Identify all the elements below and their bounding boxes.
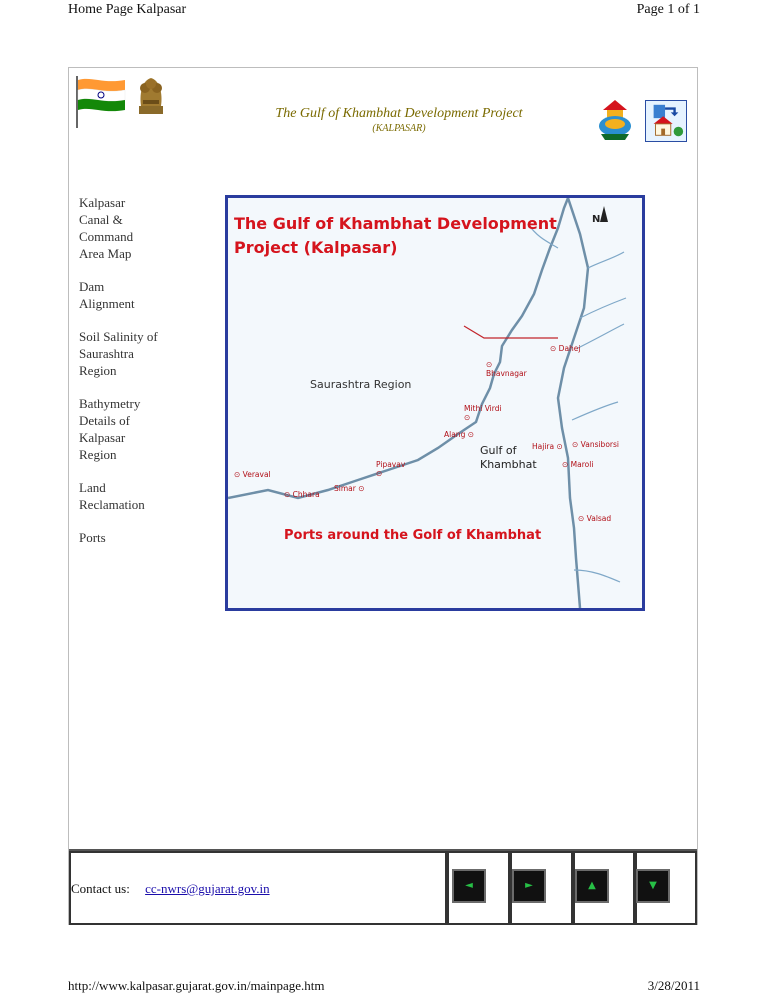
arrow-down-icon: ▼ [649,880,657,891]
port-marker-dahej: ⊙ Dahej [550,344,581,353]
port-marker-veraval: ⊙ Veraval [234,470,271,479]
region-label: Saurashtra Region [310,378,412,391]
print-footer [68,978,700,996]
arrow-right-icon: ► [525,880,533,891]
print-date: 3/28/2011 [647,978,700,993]
project-header [229,106,569,134]
contact-label: Contact us: [71,881,130,896]
print-page-url: http://www.kalpasar.gujarat.gov.in/mainpage.htm [68,978,325,993]
contact-info [71,881,270,897]
gulf-label [480,444,537,472]
footer-bar [69,849,697,925]
sidebar-item-soil-salinity[interactable]: Soil Salinity of Saurashtra Region [79,329,158,378]
print-page-title: Home Page Kalpasar [68,2,187,17]
arrow-left-icon: ◄ [465,880,473,891]
map-caption: Ports around the Golf of Khambhat [284,528,542,543]
port-marker-pipavav: Pipavav ⊙ [376,460,406,478]
next-page-button[interactable] [512,869,546,903]
port-marker-alang: Alang ⊙ [444,430,474,439]
previous-page-button[interactable] [452,869,486,903]
project-subtitle: (KALPASAR) [372,123,426,134]
ports-map [225,195,645,611]
banner [69,68,697,178]
map-title-line-1: The Gulf of Khambhat Development [234,214,557,233]
project-title: The Gulf of Khambhat Development Project [275,106,523,121]
india-flag-icon [73,74,129,129]
map-title [234,212,624,260]
scroll-up-button[interactable] [575,869,609,903]
port-marker-bhavnagar: ⊙ Bhavnagar [486,360,527,378]
national-emblem-icon [131,72,171,120]
print-header [68,2,700,20]
port-marker-mithi-virdi: Mithi Virdi ⊙ [464,404,502,422]
port-marker-simar: Simar ⊙ [334,484,365,493]
kalpasar-logo-icon [595,98,635,142]
sidebar-item-ports[interactable]: Ports [79,530,106,545]
home-icon[interactable] [645,100,687,142]
sidebar-item-bathymetry-details[interactable]: Bathymetry Details of Kalpasar Region [79,396,141,462]
sidebar-nav [79,194,189,562]
arrow-up-icon: ▲ [588,880,596,891]
gulf-label-line-2: Khambhat [480,458,537,471]
port-marker-chhara: ⊙ Chhara [284,490,320,499]
scroll-down-button[interactable] [636,869,670,903]
contact-email-link[interactable]: cc-nwrs@gujarat.gov.in [145,881,270,896]
port-marker-vansiborsi: ⊙ Vansiborsi [572,440,619,449]
sidebar-item-canal-command-area-map[interactable]: Kalpasar Canal & Command Area Map [79,195,134,261]
map-title-line-2: Project (Kalpasar) [234,238,398,257]
page-frame [68,67,698,925]
sidebar-item-dam-alignment[interactable]: Dam Alignment [79,279,135,311]
port-marker-maroli: ⊙ Maroli [562,460,594,469]
print-page-number: Page 1 of 1 [636,2,700,17]
port-marker-hajira: Hajira ⊙ [532,442,563,451]
north-arrow-icon: N [592,214,601,225]
port-marker-valsad: ⊙ Valsad [578,514,612,523]
sidebar-item-land-reclamation[interactable]: Land Reclamation [79,480,145,512]
gulf-label-line-1: Gulf of [480,444,517,457]
